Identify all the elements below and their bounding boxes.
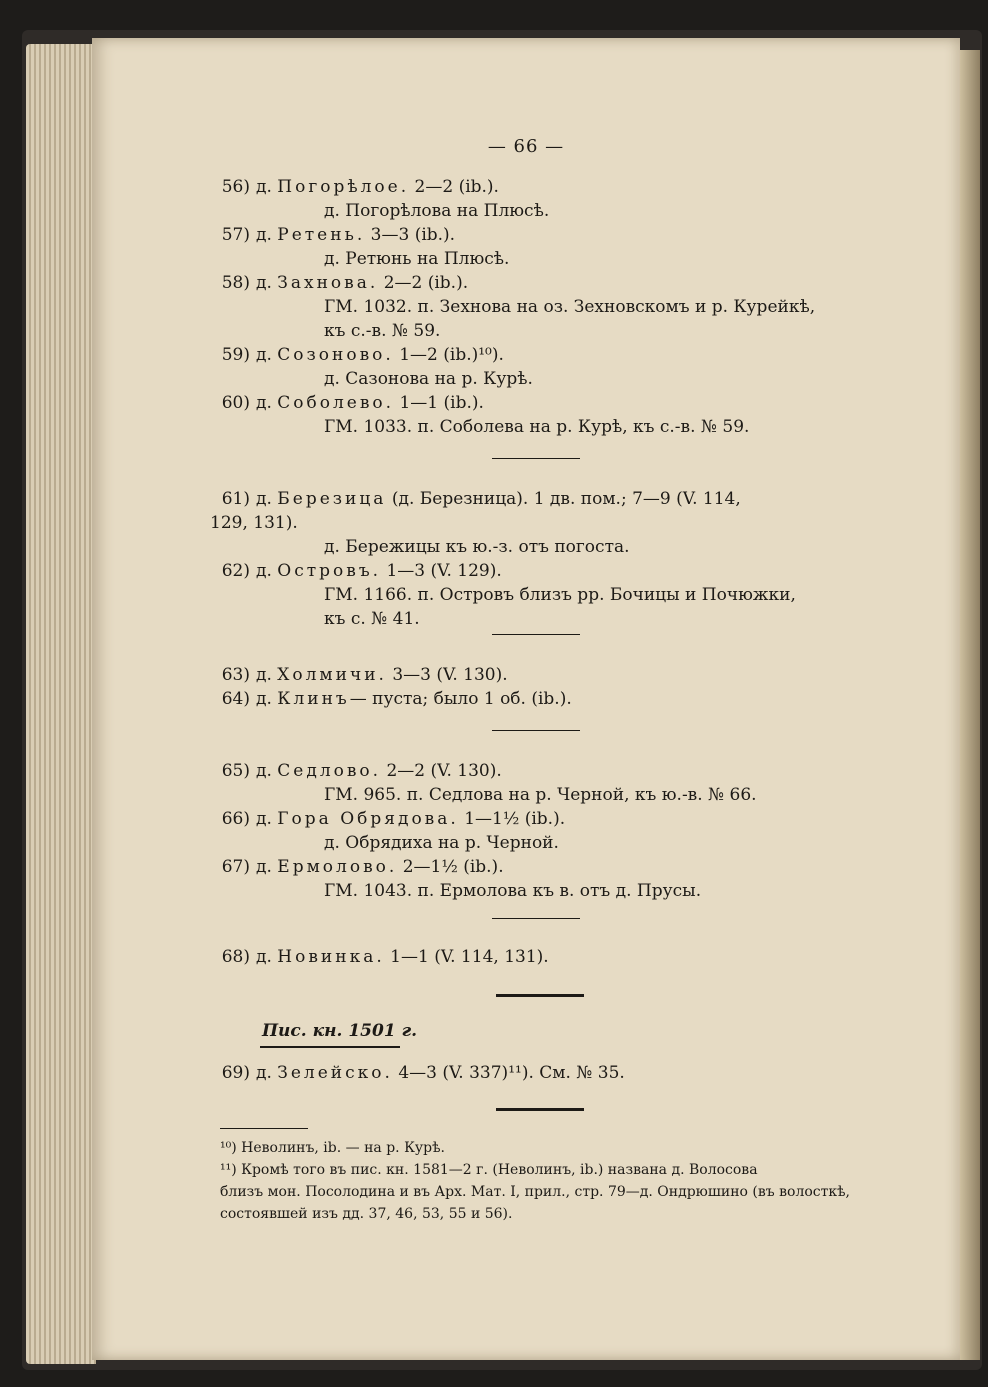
footnote: состоявшей изъ дд. 37, 46, 53, 55 и 56). — [220, 1206, 513, 1222]
entry-line: 129, 131). — [210, 513, 298, 533]
entry-line: 56) д. Погорѣлое. 2—2 (ib.). — [221, 177, 499, 197]
section-divider — [492, 634, 580, 635]
entry-line: 68) д. Новинка. 1—1 (V. 114, 131). — [221, 947, 549, 967]
footnote: ¹¹) Кромѣ того въ пис. кн. 1581—2 г. (Неволинъ, ib.) названа д. Волосова — [220, 1162, 758, 1178]
entry-line: 60) д. Соболево. 1—1 (ib.). — [221, 393, 484, 413]
section-divider — [492, 730, 580, 731]
entry-line: 67) д. Ермолово. 2—1½ (ib.). — [221, 857, 504, 877]
entry-line: ГМ. 1032. п. Зехнова на оз. Зехновскомъ и р. Курейкѣ, — [324, 297, 816, 317]
entry-line: 69) д. Зелейско. 4—3 (V. 337)¹¹). См. № 35. — [221, 1063, 625, 1083]
entry-line: 61) д. Березица (д. Березница). 1 дв. пом.; 7—9 (V. 114, — [221, 489, 741, 509]
entry-line: ГМ. 1043. п. Ермолова къ в. отъ д. Прусы. — [324, 881, 702, 901]
footnote: близъ мон. Посолодина и въ Арх. Мат. I, прил., стр. 79—д. Ондрюшино (въ волосткѣ, — [220, 1184, 850, 1200]
entry-line: 58) д. Захнова. 2—2 (ib.). — [221, 273, 469, 293]
entry-line: ГМ. 965. п. Седлова на р. Черной, къ ю.-в. № 66. — [324, 785, 757, 805]
entry-line: 62) д. Островъ. 1—3 (V. 129). — [221, 561, 502, 581]
page-number: — 66 — — [487, 136, 565, 157]
entry-line: ГМ. 1033. п. Соболева на р. Курѣ, къ с.-в. № 59. — [324, 417, 750, 437]
next-page-edge — [960, 50, 980, 1360]
footnote: ¹⁰) Неволинъ, ib. — на р. Курѣ. — [220, 1140, 446, 1156]
section-divider — [492, 458, 580, 459]
entry-line: д. Бережицы къ ю.-з. отъ погоста. — [324, 537, 630, 557]
entry-line: д. Сазонова на р. Курѣ. — [324, 369, 533, 389]
section-divider — [492, 918, 580, 919]
entry-line: 59) д. Созоново. 1—2 (ib.)¹⁰). — [221, 345, 504, 365]
page-edges — [26, 44, 96, 1364]
entry-line: къ с.-в. № 59. — [324, 321, 441, 341]
entry-line: 66) д. Гора Обрядова. 1—1½ (ib.). — [221, 809, 566, 829]
entry-line: 65) д. Седлово. 2—2 (V. 130). — [221, 761, 502, 781]
book-page — [92, 38, 960, 1360]
footnote-rule — [220, 1128, 308, 1129]
section-divider-thick — [496, 1108, 584, 1111]
entry-line: д. Погорѣлова на Плюсѣ. — [324, 201, 550, 221]
page-content — [92, 38, 960, 1360]
entry-line: 64) д. Клинъ— пуста; было 1 об. (ib.). — [221, 689, 572, 709]
entry-line: д. Обрядиха на р. Черной. — [324, 833, 559, 853]
entry-line: д. Ретюнь на Плюсѣ. — [324, 249, 510, 269]
entry-line: къ с. № 41. — [324, 609, 420, 629]
section-heading: Пис. кн. 1501 г. — [262, 1021, 418, 1041]
entry-line: 57) д. Ретень. 3—3 (ib.). — [221, 225, 456, 245]
entry-line: ГМ. 1166. п. Островъ близъ рр. Бочицы и Почюжки, — [324, 585, 796, 605]
section-divider-thick — [496, 994, 584, 997]
heading-underline — [260, 1046, 400, 1048]
entry-line: 63) д. Холмичи. 3—3 (V. 130). — [221, 665, 508, 685]
